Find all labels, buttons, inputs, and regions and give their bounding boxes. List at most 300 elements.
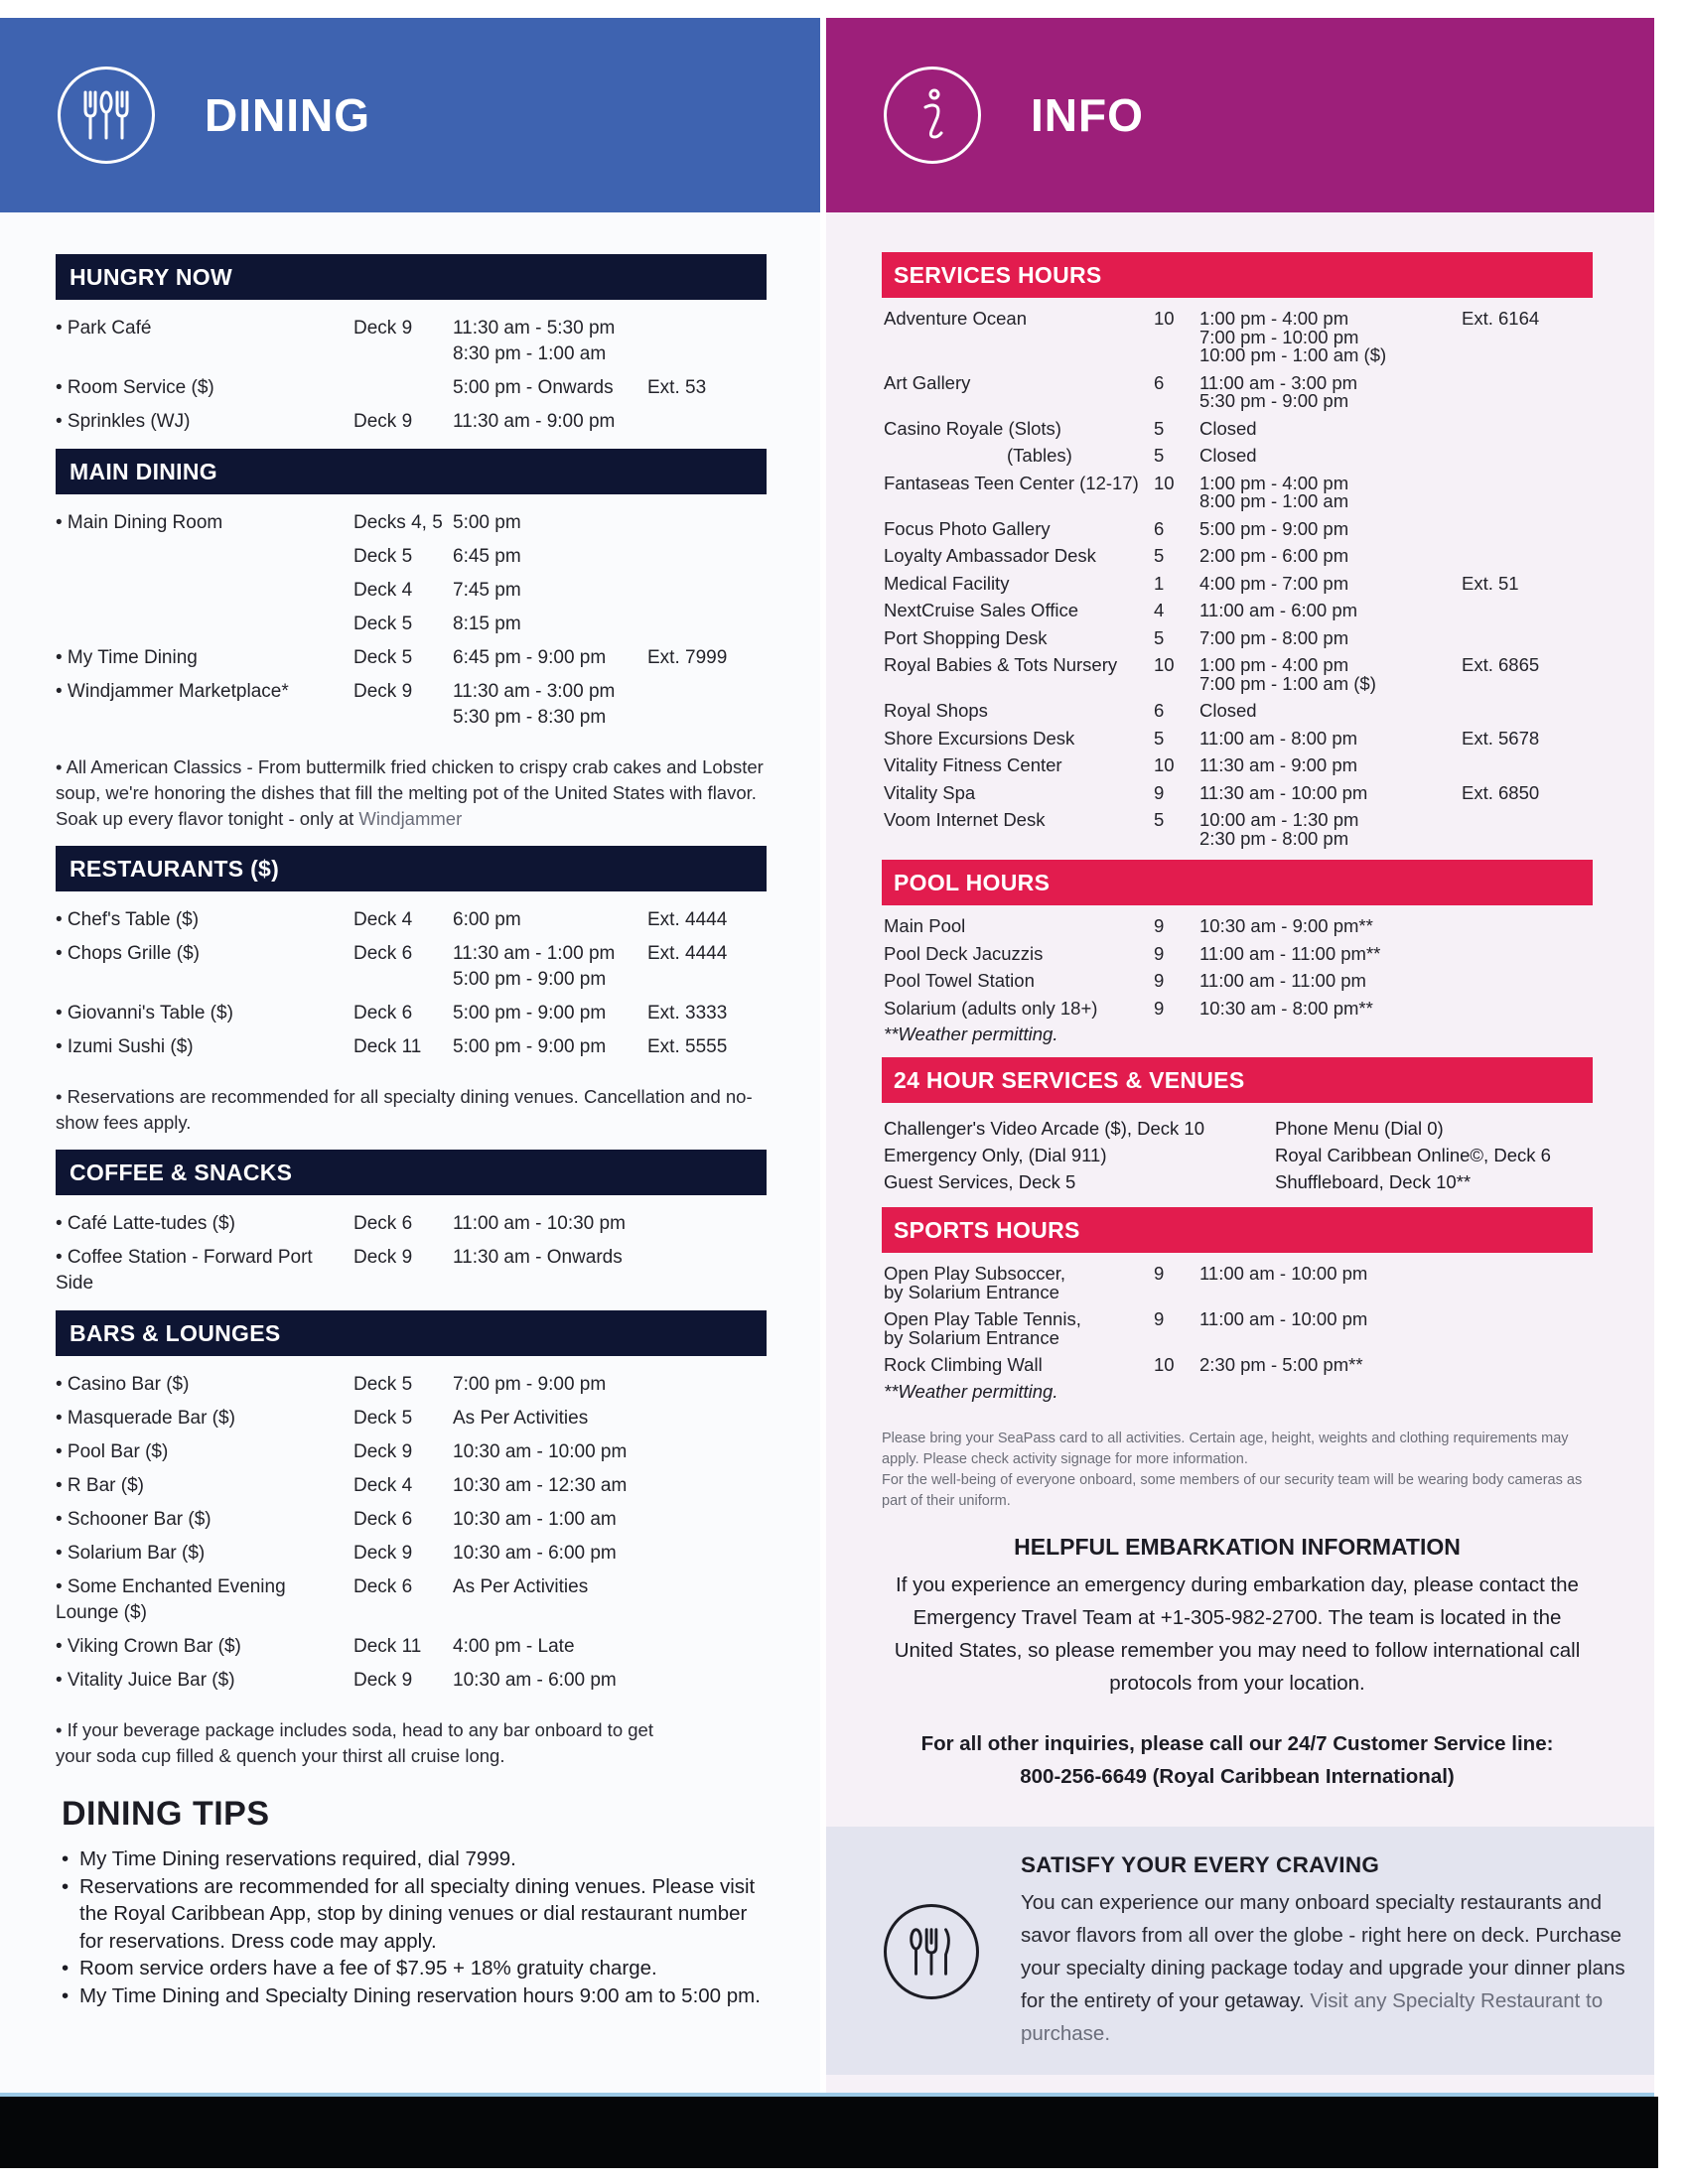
service-name-line: Loyalty Ambassador Desk xyxy=(884,545,1096,566)
service-name-line: Open Play Table Tennis, xyxy=(884,1308,1081,1329)
venue-extension xyxy=(647,1439,767,1465)
venue-name: • Schooner Bar ($) xyxy=(56,1509,211,1530)
hours-line: 8:00 pm - 1:00 am xyxy=(1199,490,1349,511)
venue-extension xyxy=(647,1574,767,1626)
info-header xyxy=(826,18,1654,212)
venue-row xyxy=(56,1211,767,1237)
dining-tips-list xyxy=(56,1845,767,2009)
venue-item: Phone Menu (Dial 0) xyxy=(1275,1118,1444,1139)
service-hours xyxy=(1199,1310,1462,1347)
service-row xyxy=(884,547,1593,566)
service-name xyxy=(884,602,1154,620)
hours-line: 7:00 pm - 1:00 am ($) xyxy=(1199,672,1376,694)
venue-name: • Some Enchanted Evening Lounge ($) xyxy=(56,1576,286,1623)
venue-deck: Deck 9 xyxy=(353,1670,413,1691)
service-row xyxy=(884,310,1593,365)
main-dining-heading: MAIN DINING xyxy=(56,449,767,494)
service-deck: 10 xyxy=(1154,754,1175,775)
venue-name: • Sprinkles (WJ) xyxy=(56,411,191,432)
hours-line: 10:30 am - 6:00 pm xyxy=(453,1543,617,1564)
venue-row xyxy=(56,1541,767,1567)
service-deck: 5 xyxy=(1154,809,1165,830)
service-extension xyxy=(1462,1310,1591,1347)
hours-line: 7:00 pm - 10:00 pm xyxy=(1199,326,1359,347)
dining-tip: • Reservations are recommended for all specialty dining venues. Please visit the Royal Caribbean App, stop by dining venues or dial restaurant number for reservations. Dress code may apply. xyxy=(62,1873,767,1956)
service-extension xyxy=(1462,420,1591,439)
service-name xyxy=(884,727,1154,749)
service-name xyxy=(884,517,1154,539)
restaurants-heading: RESTAURANTS ($) xyxy=(56,846,767,891)
service-name-line: Shore Excursions Desk xyxy=(884,727,1075,749)
service-name-line: Focus Photo Gallery xyxy=(884,517,1051,539)
weather-note: **Weather permitting. xyxy=(884,1024,1058,1044)
venue-hours xyxy=(453,1439,647,1465)
service-extension xyxy=(1462,1000,1591,1019)
venue-name: • My Time Dining xyxy=(56,647,198,668)
service-name xyxy=(884,811,1154,848)
service-extension xyxy=(1462,1265,1591,1301)
hours-line: 11:30 am - 9:00 pm xyxy=(453,411,616,432)
hour24-right-list xyxy=(1275,1115,1593,1195)
hour24-left-list xyxy=(884,1115,1275,1195)
service-hours xyxy=(1199,917,1462,936)
venue-item: Royal Caribbean Online©, Deck 6 xyxy=(1275,1145,1551,1165)
venue-name: • Chef's Table ($) xyxy=(56,909,200,930)
service-name-line: Adventure Ocean xyxy=(884,308,1027,329)
venue-row xyxy=(56,316,767,367)
main-dining-list xyxy=(56,494,767,745)
hours-line: Closed xyxy=(1199,700,1257,721)
venue-row xyxy=(56,578,767,604)
venue-name: • Masquerade Bar ($) xyxy=(56,1408,235,1429)
hours-line: 11:00 am - 11:00 pm xyxy=(1199,970,1366,991)
venue-name xyxy=(56,578,353,604)
venue-deck: Deck 5 xyxy=(353,546,413,567)
venue-deck xyxy=(353,375,453,401)
venue-deck: Deck 6 xyxy=(353,1213,413,1234)
hour24-heading: 24 HOUR SERVICES & VENUES xyxy=(882,1057,1593,1103)
hours-line: 11:00 am - 11:00 pm** xyxy=(1199,942,1381,964)
service-deck: 9 xyxy=(1154,942,1165,964)
service-name-line: Solarium (adults only 18+) xyxy=(884,997,1098,1019)
hours-line: 11:00 am - 8:00 pm xyxy=(1199,727,1358,749)
venue-item: Challenger's Video Arcade ($), Deck 10 xyxy=(884,1118,1205,1139)
service-name-line: by Solarium Entrance xyxy=(884,1326,1059,1348)
service-name-line: Open Play Subsoccer, xyxy=(884,1263,1066,1284)
service-deck: 4 xyxy=(1154,600,1165,620)
dining-tips-title: DINING TIPS xyxy=(62,1795,270,1833)
venue-deck: Deck 4 xyxy=(353,580,413,601)
service-deck: 10 xyxy=(1154,472,1175,493)
venue-hours xyxy=(453,510,647,536)
hours-line: 6:00 pm xyxy=(453,909,521,930)
hours-line: 11:00 am - 6:00 pm xyxy=(1199,600,1358,620)
hours-line: 5:30 pm - 9:00 pm xyxy=(1199,390,1349,411)
service-deck: 10 xyxy=(1154,1354,1175,1375)
hours-line: 6:45 pm - 9:00 pm xyxy=(453,647,607,668)
service-row xyxy=(884,517,1593,539)
service-hours xyxy=(1199,572,1462,594)
venue-hours xyxy=(453,578,647,604)
venue-hours xyxy=(453,1211,647,1237)
service-row xyxy=(884,917,1593,936)
service-name-line: Port Shopping Desk xyxy=(884,626,1048,648)
service-name xyxy=(884,972,1154,991)
services-hours-heading: SERVICES HOURS xyxy=(882,252,1593,298)
service-extension xyxy=(1462,811,1591,848)
venue-deck: Deck 9 xyxy=(353,681,413,702)
service-extension xyxy=(1462,972,1591,991)
venue-name: • Windjammer Marketplace* xyxy=(56,681,289,702)
venue-extension xyxy=(647,578,767,604)
venue-hours xyxy=(453,544,647,570)
customer-service-line: For all other inquiries, please call our 24/7 Customer Service line: 800-256-6649 (Royal Caribbean International) xyxy=(920,1731,1554,1788)
venue-row xyxy=(56,1473,767,1499)
service-hours xyxy=(1199,942,1462,964)
service-hours xyxy=(1199,447,1462,466)
service-name xyxy=(884,1310,1154,1347)
service-name xyxy=(884,1265,1154,1301)
venue-deck: Deck 11 xyxy=(353,1036,422,1057)
hours-line: 2:30 pm - 8:00 pm xyxy=(1199,827,1349,849)
venue-name: • Room Service ($) xyxy=(56,377,214,398)
venue-row xyxy=(56,1439,767,1465)
service-deck: 9 xyxy=(1154,781,1165,803)
service-name xyxy=(884,917,1154,936)
venue-row xyxy=(56,1668,767,1694)
hours-line: 11:30 am - 5:30 pm xyxy=(453,318,616,339)
venue-extension: Ext. 3333 xyxy=(647,1003,728,1024)
venue-deck: Deck 5 xyxy=(353,1408,413,1429)
pool-hours-heading: POOL HOURS xyxy=(882,860,1593,905)
hours-line: 7:00 pm - 9:00 pm xyxy=(453,1374,607,1395)
service-name-line: Voom Internet Desk xyxy=(884,809,1046,830)
venue-hours xyxy=(453,1406,647,1432)
service-row xyxy=(884,756,1593,775)
service-extension xyxy=(1462,475,1591,511)
service-extension: Ext. 6865 xyxy=(1462,654,1540,675)
venue-name xyxy=(56,544,353,570)
dining-title: DINING xyxy=(205,89,370,141)
venue-row xyxy=(56,941,767,993)
service-deck: 5 xyxy=(1154,727,1165,749)
hours-line: 2:00 pm - 6:00 pm xyxy=(1199,545,1349,566)
hours-line: 10:00 pm - 1:00 am ($) xyxy=(1199,344,1387,365)
venue-hours xyxy=(453,1001,647,1026)
venue-row xyxy=(56,1034,767,1060)
service-deck: 5 xyxy=(1154,445,1165,466)
venue-item: Guest Services, Deck 5 xyxy=(884,1171,1076,1192)
venue-row xyxy=(56,375,767,401)
venue-hours xyxy=(453,612,647,637)
hours-line: 11:00 am - 10:00 pm xyxy=(1199,1308,1368,1329)
venue-deck: Deck 6 xyxy=(353,943,413,964)
service-name xyxy=(884,942,1154,964)
service-row xyxy=(884,1310,1593,1347)
service-hours xyxy=(1199,727,1462,749)
service-extension: Ext. 6850 xyxy=(1462,781,1540,803)
venue-deck: Deck 5 xyxy=(353,647,413,668)
service-name xyxy=(884,417,1154,439)
service-name xyxy=(884,997,1154,1019)
service-name-line: Royal Babies & Tots Nursery xyxy=(884,654,1118,675)
hours-line: 11:30 am - 10:00 pm xyxy=(1199,781,1368,803)
hours-line: 1:00 pm - 4:00 pm xyxy=(1199,472,1349,493)
bars-heading: BARS & LOUNGES xyxy=(56,1310,767,1356)
service-hours xyxy=(1199,702,1462,721)
hours-line: 10:30 am - 12:30 am xyxy=(453,1475,628,1496)
venue-extension xyxy=(647,1473,767,1499)
weather-note: **Weather permitting. xyxy=(884,1380,1058,1402)
venue-hours xyxy=(453,679,647,731)
craving-body: You can experience our many onboard specialty restaurants and savor flavors from all over the globe - right here on deck. Purchase your specialty dining package today and upgrade your dinner plans for the entirety of your getaway. Visit any Specialty Restaurant to purchase. xyxy=(1021,1891,1625,2045)
venue-deck: Deck 9 xyxy=(353,411,413,432)
venue-hours xyxy=(453,1574,647,1626)
venue-name xyxy=(56,612,353,637)
venue-name: • Viking Crown Bar ($) xyxy=(56,1636,241,1657)
fine-print: Please bring your SeaPass card to all activities. Certain age, height, weights and clothing requirements may apply. Please check activity signage for more information. For the well-being of everyone onboard, some members of our security team will be wearing body cameras as part of their uniform. xyxy=(882,1430,1583,1509)
venue-extension xyxy=(647,1668,767,1694)
venue-extension xyxy=(647,544,767,570)
service-extension xyxy=(1462,756,1591,775)
service-deck: 9 xyxy=(1154,970,1165,991)
venue-deck: Deck 9 xyxy=(353,1543,413,1564)
venue-deck: Deck 6 xyxy=(353,1003,413,1024)
service-row xyxy=(884,626,1593,648)
venue-row xyxy=(56,1406,767,1432)
service-hours xyxy=(1199,781,1462,803)
service-name-line: Pool Towel Station xyxy=(884,970,1035,991)
restaurants-list xyxy=(56,891,767,1074)
venue-row xyxy=(56,1245,767,1297)
venue-deck: Decks 4, 5 xyxy=(353,512,443,533)
hours-line: 5:00 pm - 9:00 pm xyxy=(453,1036,607,1057)
hours-line: 11:00 am - 10:30 pm xyxy=(453,1213,626,1234)
venue-extension xyxy=(647,316,767,367)
hours-line: 10:30 am - 1:00 am xyxy=(453,1509,617,1530)
venue-deck: Deck 6 xyxy=(353,1576,413,1597)
service-extension xyxy=(1462,629,1591,648)
service-row xyxy=(884,727,1593,749)
service-hours xyxy=(1199,417,1462,439)
hours-line: 5:00 pm - 9:00 pm xyxy=(453,969,607,990)
sports-hours-list xyxy=(882,1253,1593,1415)
venue-extension xyxy=(647,1406,767,1432)
venue-extension xyxy=(647,1372,767,1398)
service-row xyxy=(884,1356,1593,1375)
service-name xyxy=(884,781,1154,803)
service-hours xyxy=(1199,811,1462,848)
service-row xyxy=(884,811,1593,848)
venue-extension: Ext. 5555 xyxy=(647,1036,728,1057)
service-hours xyxy=(1199,1265,1462,1301)
venue-deck: Deck 4 xyxy=(353,1475,413,1496)
service-hours xyxy=(1199,756,1462,775)
hours-line: Closed xyxy=(1199,417,1257,439)
service-row xyxy=(884,602,1593,620)
dining-tip: • My Time Dining and Specialty Dining reservation hours 9:00 am to 5:00 pm. xyxy=(62,1982,767,2010)
all-american-classics-note: • All American Classics - From buttermilk fried chicken to crispy crab cakes and Lobster soup, we're honoring the dishes that fill the melting pot of the United States with flavor. Soak up every flavor tonight - only at Windjammer xyxy=(56,756,764,829)
venue-hours xyxy=(453,1507,647,1533)
service-row xyxy=(884,781,1593,803)
venue-row xyxy=(56,409,767,435)
service-extension: Ext. 51 xyxy=(1462,572,1519,594)
service-deck: 9 xyxy=(1154,1263,1165,1284)
hours-line: 8:30 pm - 1:00 am xyxy=(453,343,607,364)
venue-name: • Casino Bar ($) xyxy=(56,1374,190,1395)
venue-extension xyxy=(647,1211,767,1237)
service-name-line: (Tables) xyxy=(1007,445,1072,466)
venue-hours xyxy=(453,907,647,933)
embarkation-title: HELPFUL EMBARKATION INFORMATION xyxy=(1014,1533,1461,1560)
hours-line: 5:00 pm - Onwards xyxy=(453,377,614,398)
hours-line: 8:15 pm xyxy=(453,614,521,634)
service-extension xyxy=(1462,602,1591,620)
venue-hours xyxy=(453,316,647,367)
hours-line: 11:30 am - 3:00 pm xyxy=(453,681,616,702)
hours-line: As Per Activities xyxy=(453,1576,589,1597)
venue-extension: Ext. 7999 xyxy=(647,647,728,668)
service-hours xyxy=(1199,997,1462,1019)
service-name xyxy=(884,472,1154,511)
hours-line: 10:30 am - 8:00 pm** xyxy=(1199,997,1373,1019)
hours-line: 10:30 am - 9:00 pm** xyxy=(1199,915,1373,936)
venue-hours xyxy=(453,375,647,401)
service-deck: 1 xyxy=(1154,572,1165,594)
hours-line: 10:30 am - 6:00 pm xyxy=(453,1670,617,1691)
hours-line: 4:00 pm - Late xyxy=(453,1636,575,1657)
service-row xyxy=(884,417,1593,439)
venue-deck: Deck 6 xyxy=(353,1509,413,1530)
service-name-line: Royal Shops xyxy=(884,700,988,721)
embarkation-text: If you experience an emergency during embarkation day, please contact the Emergency Travel Team at +1-305-982-2700. The team is located in the United States, so please remember you may need to follow international call protocols from your location. xyxy=(894,1572,1581,1695)
service-deck: 5 xyxy=(1154,545,1165,566)
service-extension xyxy=(1462,547,1591,566)
venue-hours xyxy=(453,409,647,435)
utensils-icon xyxy=(58,67,155,164)
hours-line: 7:45 pm xyxy=(453,580,521,601)
service-name xyxy=(884,626,1154,648)
venue-extension xyxy=(647,1245,767,1297)
service-row xyxy=(884,656,1593,693)
service-name xyxy=(884,702,1154,721)
info-icon xyxy=(884,67,981,164)
service-deck: 5 xyxy=(1154,417,1165,439)
beverage-package-note: • If your beverage package includes soda, head to any bar onboard to get your soda cup filled & quench your thirst all cruise long. xyxy=(56,1719,653,1766)
hours-line: 6:45 pm xyxy=(453,546,521,567)
service-row xyxy=(884,1265,1593,1301)
venue-row xyxy=(56,544,767,570)
reservations-note: • Reservations are recommended for all specialty dining venues. Cancellation and no-show fees apply. xyxy=(56,1086,753,1133)
venue-name: • Park Café xyxy=(56,318,152,339)
venue-extension xyxy=(647,612,767,637)
venue-row xyxy=(56,1634,767,1660)
venue-deck: Deck 9 xyxy=(353,1247,413,1268)
venue-deck: Deck 9 xyxy=(353,1441,413,1462)
service-row xyxy=(884,572,1593,594)
service-deck: 5 xyxy=(1154,626,1165,648)
dining-column xyxy=(0,18,820,2093)
service-row xyxy=(884,997,1593,1019)
venue-extension xyxy=(647,1541,767,1567)
service-deck: 10 xyxy=(1154,654,1175,675)
venue-extension xyxy=(647,679,767,731)
venue-name: • Izumi Sushi ($) xyxy=(56,1036,194,1057)
venue-deck: Deck 4 xyxy=(353,909,413,930)
venue-name: • Café Latte-tudes ($) xyxy=(56,1213,235,1234)
venue-name: • Giovanni's Table ($) xyxy=(56,1003,233,1024)
craving-cta: Visit any Specialty Restaurant to purchase. xyxy=(1021,1989,1604,2045)
service-extension xyxy=(1462,917,1591,936)
service-deck: 6 xyxy=(1154,517,1165,539)
hours-line: 11:30 am - 1:00 pm xyxy=(453,943,616,964)
venue-deck: Deck 9 xyxy=(353,318,413,339)
venue-extension: Ext. 4444 xyxy=(647,909,728,930)
service-extension xyxy=(1462,520,1591,539)
service-extension: Ext. 6164 xyxy=(1462,308,1540,329)
service-name xyxy=(884,756,1154,775)
venue-hours xyxy=(453,1541,647,1567)
service-hours xyxy=(1199,602,1462,620)
service-row xyxy=(884,447,1593,466)
venue-name: • Chops Grille ($) xyxy=(56,943,200,964)
service-hours xyxy=(1199,371,1462,411)
venue-hours xyxy=(453,1245,647,1297)
hours-line: 1:00 pm - 4:00 pm xyxy=(1199,308,1349,329)
venue-row xyxy=(56,612,767,637)
hour24-venues xyxy=(882,1103,1593,1207)
venue-extension: Ext. 53 xyxy=(647,377,707,398)
service-hours xyxy=(1199,1356,1462,1375)
service-row xyxy=(884,371,1593,411)
service-extension xyxy=(1462,374,1591,411)
service-hours xyxy=(1199,656,1462,693)
venue-item: Shuffleboard, Deck 10** xyxy=(1275,1171,1472,1192)
hours-line: 10:00 am - 1:30 pm xyxy=(1199,809,1359,830)
venue-hours xyxy=(453,1473,647,1499)
service-row xyxy=(884,702,1593,721)
service-name-line: by Solarium Entrance xyxy=(884,1281,1059,1302)
hours-line: 1:00 pm - 4:00 pm xyxy=(1199,654,1349,675)
venue-row xyxy=(56,510,767,536)
service-name-line: Medical Facility xyxy=(884,572,1010,594)
dining-tip: • Room service orders have a fee of $7.95 + 18% gratuity charge. xyxy=(62,1955,767,1982)
hours-line: 5:30 pm - 8:30 pm xyxy=(453,707,607,728)
hours-line: 7:00 pm - 8:00 pm xyxy=(1199,626,1349,648)
hours-line: 11:00 am - 10:00 pm xyxy=(1199,1263,1368,1284)
service-name xyxy=(884,656,1154,693)
venue-name: • R Bar ($) xyxy=(56,1475,144,1496)
sports-hours-heading: SPORTS HOURS xyxy=(882,1207,1593,1253)
service-name xyxy=(884,547,1154,566)
venue-name: • Coffee Station - Forward Port Side xyxy=(56,1247,313,1294)
venue-name: • Main Dining Room xyxy=(56,512,223,533)
venue-hours xyxy=(453,941,647,993)
venue-hours xyxy=(453,1634,647,1660)
venue-extension xyxy=(647,409,767,435)
venue-hours xyxy=(453,1372,647,1398)
service-name-line: Casino Royale (Slots) xyxy=(884,417,1061,439)
bottom-bar xyxy=(0,2097,1658,2168)
venue-row xyxy=(56,1372,767,1398)
service-name-line: Rock Climbing Wall xyxy=(884,1354,1043,1375)
venue-hours xyxy=(453,645,647,671)
service-name xyxy=(884,572,1154,594)
coffee-list xyxy=(56,1195,767,1310)
service-hours xyxy=(1199,547,1462,566)
venue-row xyxy=(56,1574,767,1626)
craving-title: SATISFY YOUR EVERY CRAVING xyxy=(1021,1852,1380,1877)
